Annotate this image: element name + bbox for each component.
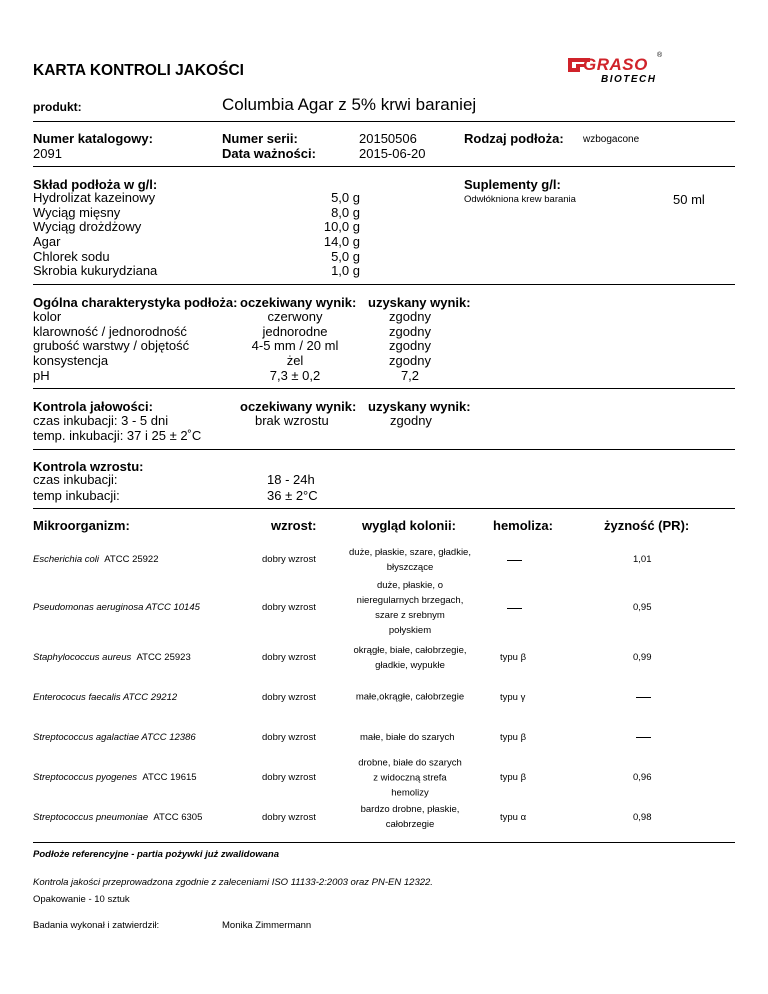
no-value-dash (507, 608, 522, 609)
product-label: produkt: (33, 100, 82, 114)
ingredient-name: Agar (33, 234, 61, 250)
supplement-name: Odwłókniona krew barania (464, 194, 576, 205)
general-label: Ogólna charakterystyka podłoża: (33, 295, 238, 310)
expected-value: żel (286, 353, 304, 369)
organism-name: Enterococus faecalis ATCC 29212 (33, 692, 178, 703)
divider (33, 284, 735, 285)
sterility-label: Kontrola jałowości: (33, 399, 153, 414)
param-name: pH (33, 367, 50, 383)
graso-biotech-logo (565, 52, 665, 90)
param-name: grubość warstwy / objętość (33, 338, 190, 354)
organism-name: Streptococcus pyogenes ATCC 19615 (33, 772, 197, 783)
growth-value: dobry wzrost (262, 602, 316, 613)
product-name: Columbia Agar z 5% krwi baraniej (222, 95, 477, 114)
catalog-label: Numer katalogowy: (33, 131, 153, 146)
supplement-amount: 50 ml (673, 192, 705, 207)
obtained-value: zgodny (389, 338, 431, 354)
ingredient-amount: 14,0 g (323, 234, 360, 250)
composition-amounts (290, 191, 360, 279)
logo-sub: BIOTECH (601, 74, 657, 85)
ingredient-name: Wyciąg drożdżowy (33, 219, 142, 235)
ingredient-name: Skrobia kukurydziana (33, 263, 158, 279)
medium-type-value: wzbogacone (583, 134, 640, 145)
hemolysis-value: typu α (500, 812, 527, 823)
hemolysis-value: typu β (500, 652, 527, 663)
colony-description: małe, białe do szarych (360, 732, 455, 743)
expected-value: jednorodne (262, 323, 328, 339)
ingredient-name: Chlorek sodu (33, 248, 110, 264)
iso-note: Kontrola jakości przeprowadzona zgodnie z zaleceniami ISO 11133-2:2003 oraz PN-EN 12322. (33, 877, 433, 888)
catalog-value: 2091 (33, 146, 62, 161)
sterility-obtained-label: uzyskany wynik: (368, 399, 471, 414)
expected-value: 4-5 mm / 20 ml (251, 338, 339, 354)
organism-name: Streptococcus agalactiae ATCC 12386 (33, 732, 196, 743)
sterility-time: czas inkubacji: 3 - 5 dni (33, 413, 169, 428)
colony-description: małe,okrągłe, całobrzegie (355, 691, 465, 703)
colony-description: okrągłe, białe, całobrzegie, gładkie, wypukłe (353, 645, 467, 671)
divider (33, 508, 735, 509)
organism-name: Streptococcus pneumoniae ATCC 6305 (33, 812, 203, 823)
ingredient-amount: 10,0 g (323, 219, 360, 235)
obtained-value: 7,2 (400, 367, 420, 383)
pr-value: 1,01 (633, 554, 652, 565)
expected-values (230, 310, 360, 383)
organism-name: Staphylococcus aureus ATCC 25923 (33, 652, 191, 663)
composition-label: Skład podłoża w g/l: (33, 177, 158, 192)
sterility-expected: brak wzrostu (255, 413, 329, 428)
pr-value: 0,96 (633, 772, 652, 783)
expected-value: 7,3 ± 0,2 (269, 367, 321, 383)
no-value-dash (636, 737, 651, 738)
signed-name: Monika Zimmermann (222, 920, 312, 931)
sterility-temp: temp. inkubacji: 37 i 25 ± 2˚C (33, 428, 202, 443)
reference-note: Podłoże referencyjne - partia pożywki już zwalidowana (33, 849, 280, 860)
param-name: klarowność / jednorodność (33, 323, 187, 339)
pr-value: 0,98 (633, 812, 652, 823)
signed-label: Badania wykonał i zatwierdził: (33, 920, 160, 931)
sterility-expected-label: oczekiwany wynik: (240, 399, 357, 414)
colony-description: bardzo drobne, płaskie, całobrzegie (360, 804, 460, 830)
growth-value: dobry wzrost (262, 692, 316, 703)
expected-value: czerwony (267, 309, 323, 324)
serial-value: 20150506 (359, 131, 417, 146)
organism-name: Pseudomonas aeruginosa ATCC 10145 (33, 602, 200, 613)
expected-label: oczekiwany wynik: (240, 295, 357, 310)
sterility-obtained: zgodny (390, 413, 432, 428)
hemolysis-value: typu β (500, 772, 527, 783)
divider (33, 388, 735, 389)
growth-label: Kontrola wzrostu: (33, 459, 144, 474)
ingredient-amount: 5,0 g (331, 248, 360, 264)
no-value-dash (507, 560, 522, 561)
obtained-value: zgodny (389, 353, 431, 369)
colony-description: duże, płaskie, o nieregularnych brzegach, szare z srebnym połyskiem (356, 580, 464, 636)
pr-value: 0,99 (633, 652, 652, 663)
hemolysis-value: typu β (500, 732, 527, 743)
growth-temp: 36 ± 2°C (267, 488, 318, 503)
divider (33, 121, 735, 122)
obtained-values (360, 310, 460, 383)
organism-name: Escherichia coli ATCC 25922 (33, 554, 159, 565)
param-name: kolor (33, 309, 62, 324)
ingredient-amount: 5,0 g (331, 190, 360, 205)
header-pr: żyzność (PR): (604, 518, 690, 533)
no-value-dash (636, 697, 651, 698)
supplements-label: Suplementy g/l: (464, 177, 561, 192)
ingredient-amount: 1,0 g (331, 263, 360, 279)
hemolysis-value: typu γ (500, 692, 526, 703)
colony-description: duże, płaskie, szare, gładkie, błyszczące (349, 547, 471, 573)
packaging-note: Opakowanie - 10 sztuk (33, 894, 130, 905)
growth-value: dobry wzrost (262, 812, 316, 823)
expiry-value: 2015-06-20 (359, 146, 426, 161)
growth-temp-label: temp inkubacji: (33, 488, 120, 503)
header-colony: wygląd kolonii: (362, 518, 456, 533)
growth-time: 18 - 24h (267, 472, 315, 487)
general-params (33, 310, 189, 383)
medium-type-label: Rodzaj podłoża: (464, 131, 564, 146)
header-hemolysis: hemoliza: (493, 518, 553, 533)
expiry-label: Data ważności: (222, 146, 316, 161)
obtained-value: zgodny (389, 309, 431, 324)
growth-value: dobry wzrost (262, 732, 316, 743)
header-growth: wzrost: (271, 518, 317, 533)
logo-brand: GRASO (583, 55, 648, 74)
ingredient-amount: 8,0 g (331, 204, 360, 220)
obtained-label: uzyskany wynik: (368, 295, 471, 310)
pr-value: 0,95 (633, 602, 652, 613)
growth-time-label: czas inkubacji: (33, 472, 118, 487)
page-title: KARTA KONTROLI JAKOŚCI (33, 62, 244, 79)
registered-mark: ® (657, 52, 663, 59)
growth-value: dobry wzrost (262, 554, 316, 565)
divider (33, 166, 735, 167)
growth-value: dobry wzrost (262, 652, 316, 663)
header-organism: Mikroorganizm: (33, 518, 130, 533)
divider (33, 449, 735, 450)
colony-description: drobne, białe do szarych z widoczną strefa hemolizy (358, 757, 462, 799)
ingredient-name: Wyciąg mięsny (33, 204, 121, 220)
serial-label: Numer serii: (222, 131, 298, 146)
composition-names (33, 191, 157, 279)
divider (33, 842, 735, 843)
param-name: konsystencja (33, 353, 109, 369)
obtained-value: zgodny (389, 323, 431, 339)
ingredient-name: Hydrolizat kazeinowy (33, 190, 156, 205)
growth-value: dobry wzrost (262, 772, 316, 783)
